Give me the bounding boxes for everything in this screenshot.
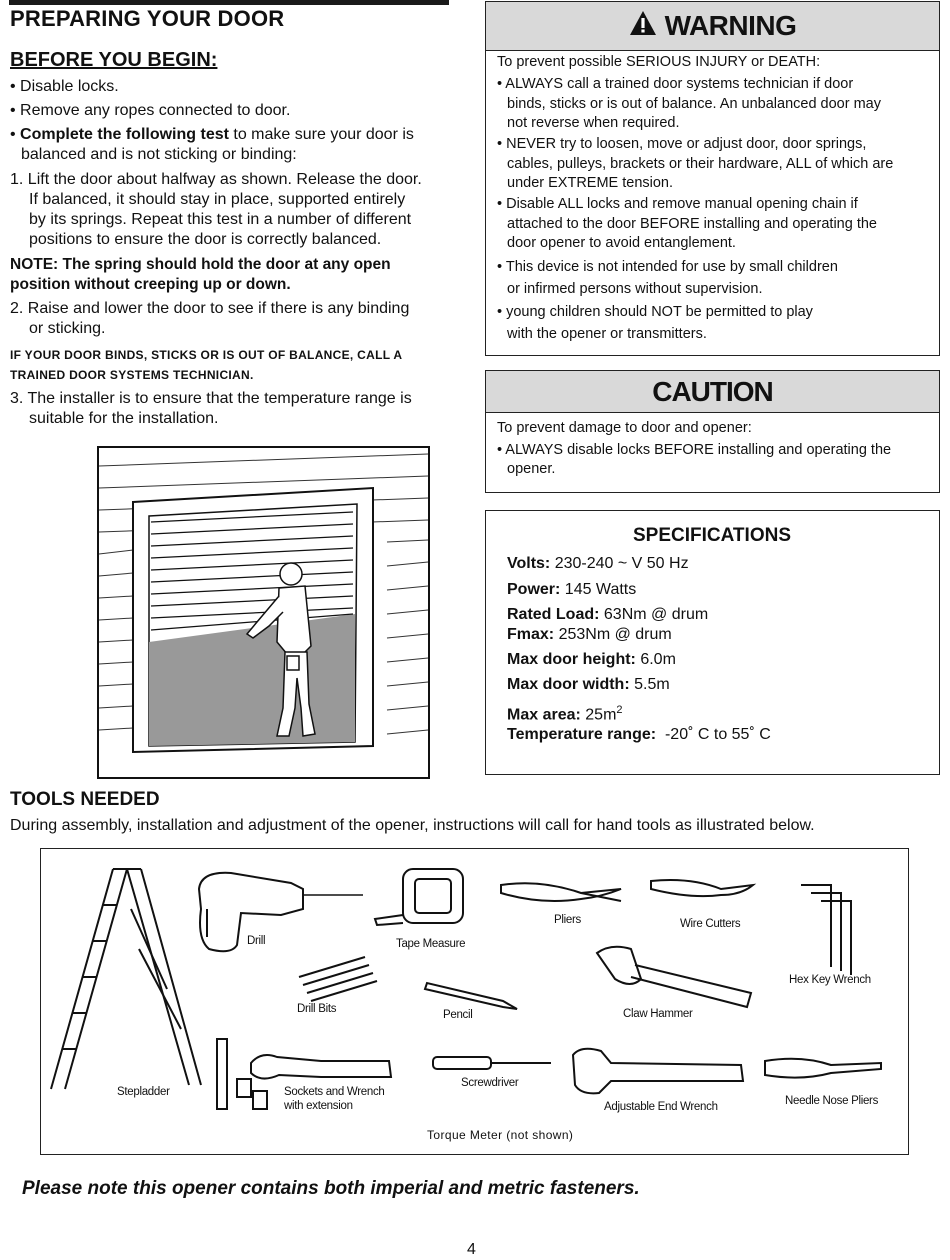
warning-item-3-line2: attached to the door BEFORE installing and operating the <box>507 215 877 232</box>
warning-item-2-line2: cables, pulleys, brackets or their hardware, ALL of which are <box>507 155 894 172</box>
wire-cutters-icon <box>651 880 753 896</box>
label-pliers: Pliers <box>554 914 581 926</box>
warning-item-3 <box>497 195 877 254</box>
label-tape-measure: Tape Measure <box>396 938 466 950</box>
tools-panel <box>40 848 909 1155</box>
warning-box <box>485 1 940 356</box>
caution-box <box>485 370 940 493</box>
label-drill-bits: Drill Bits <box>297 1003 337 1015</box>
tape-measure-icon <box>375 869 463 925</box>
step3-line1: 3. The installer is to ensure that the temperature range is <box>10 390 412 407</box>
warning-item-4-line2: or infirmed persons without supervision. <box>507 281 763 297</box>
spec-volts-label: Volts: <box>507 555 551 572</box>
sockets-wrench-icon <box>217 1039 391 1109</box>
label-needle-nose-pliers: Needle Nose Pliers <box>785 1095 879 1107</box>
spec-power <box>507 580 636 600</box>
stepladder-icon <box>51 869 201 1089</box>
warning-item-5 <box>497 301 813 345</box>
spec-power-label: Power: <box>507 581 561 598</box>
spec-max-area-label: Max area: <box>507 706 581 724</box>
warning-item-2 <box>497 135 893 194</box>
technician-caps-line1: IF YOUR DOOR BINDS, STICKS OR IS OUT OF BALANCE, CALL A <box>10 348 403 362</box>
label-adjustable-wrench: Adjustable End Wrench <box>604 1101 718 1113</box>
spec-max-height-label: Max door height: <box>507 651 636 668</box>
label-hex-key: Hex Key Wrench <box>789 974 871 986</box>
caution-header <box>486 371 939 413</box>
caution-line1: • ALWAYS disable locks BEFORE installing and operating the <box>497 442 892 458</box>
spec-max-width-label: Max door width: <box>507 676 630 693</box>
page-title: PREPARING YOUR DOOR <box>10 6 285 31</box>
label-sockets-line2: with extension <box>284 1100 353 1112</box>
warning-header <box>486 2 939 51</box>
spec-max-area-sup: 2 <box>616 704 623 716</box>
warning-item-1-line1: • ALWAYS call a trained door systems technician if door <box>497 76 854 92</box>
specifications-title: SPECIFICATIONS <box>633 525 791 546</box>
spec-fmax-label: Fmax: <box>507 626 555 643</box>
label-pencil: Pencil <box>443 1009 473 1021</box>
spec-max-height <box>507 650 676 670</box>
warning-item-2-line1: • NEVER try to loosen, move or adjust door, door springs, <box>497 136 867 152</box>
note-line1: NOTE: The spring should hold the door at any open <box>10 256 391 273</box>
pliers-icon <box>501 883 621 901</box>
fasteners-note: Please note this opener contains both imperial and metric fasteners. <box>22 1178 640 1199</box>
warning-title: WARNING <box>664 10 797 41</box>
label-claw-hammer: Claw Hammer <box>623 1008 693 1020</box>
spec-rated-load-value: 63Nm @ drum <box>599 606 709 623</box>
before-you-begin-heading: BEFORE YOU BEGIN: <box>10 49 218 71</box>
bullet-balance-test: • Complete the following test to make sure your door is <box>10 126 414 143</box>
warning-item-2-line3: under EXTREME tension. <box>507 175 674 191</box>
step1-line4: positions to ensure the door is correctly balanced. <box>29 231 382 248</box>
label-stepladder: Stepladder <box>117 1086 170 1098</box>
balance-test-line2: balanced and is not sticking or binding: <box>21 146 297 163</box>
step2-line2: or sticking. <box>29 320 106 337</box>
spec-max-height-value: 6.0m <box>635 651 676 668</box>
tools-intro: During assembly, installation and adjustment of the opener, instructions will call for hand tools as illustrated below. <box>10 817 815 834</box>
step1-line2: If balanced, it should stay in place, supported entirely <box>29 191 406 208</box>
bullet-disable-locks: • Disable locks. <box>10 78 119 95</box>
claw-hammer-icon <box>597 947 751 1007</box>
spec-max-area-value: 25m <box>580 706 617 724</box>
spec-temperature-value: -20˚ C to 55˚ C <box>656 726 771 743</box>
label-drill: Drill <box>247 935 266 947</box>
pencil-icon <box>425 983 517 1009</box>
step1-line1: 1. Lift the door about halfway as shown. Release the door. <box>10 171 422 188</box>
spec-rated-load-label: Rated Load: <box>507 606 600 623</box>
warning-item-3-line3: door opener to avoid entanglement. <box>507 235 736 251</box>
spec-fmax-value: 253Nm @ drum <box>554 626 672 643</box>
warning-triangle-icon <box>629 10 657 43</box>
needle-nose-pliers-icon <box>765 1059 881 1078</box>
warning-item-4-line1: • This device is not intended for use by small children <box>497 259 838 275</box>
technician-caps-line2: TRAINED DOOR SYSTEMS TECHNICIAN. <box>10 368 254 382</box>
spec-max-width-value: 5.5m <box>629 676 670 693</box>
warning-item-5-line1: • young children should NOT be permitted to play <box>497 304 813 320</box>
label-sockets-line1: Sockets and Wrench <box>284 1086 385 1098</box>
screwdriver-icon <box>433 1057 551 1069</box>
specifications-box <box>485 510 940 775</box>
title-rule <box>9 0 449 5</box>
adjustable-wrench-icon <box>573 1049 743 1094</box>
door-balance-illustration <box>97 446 430 779</box>
warning-item-3-line1: • Disable ALL locks and remove manual opening chain if <box>497 196 858 212</box>
warning-item-1-line3: not reverse when required. <box>507 115 680 131</box>
balance-test-bold: Complete the following test <box>20 126 229 143</box>
tools-heading: TOOLS NEEDED <box>10 789 160 810</box>
spec-volts <box>507 554 689 574</box>
spec-temperature <box>507 725 771 745</box>
caution-title: CAUTION <box>652 375 773 407</box>
warning-item-1-line2: binds, sticks or is out of balance. An unbalanced door may <box>507 95 881 112</box>
label-wire-cutters: Wire Cutters <box>680 918 741 930</box>
spec-max-area <box>507 700 623 725</box>
bullet-remove-ropes: • Remove any ropes connected to door. <box>10 102 291 119</box>
spec-max-width <box>507 675 670 695</box>
drill-icon <box>199 873 363 951</box>
label-torque-meter: Torque Meter (not shown) <box>427 1128 574 1142</box>
warning-item-5-line2: with the opener or transmitters. <box>507 326 707 342</box>
tools-illustrations <box>41 849 907 1153</box>
spec-volts-value: 230-240 ~ V 50 Hz <box>550 555 689 572</box>
spec-rated-load <box>507 605 708 625</box>
spec-fmax <box>507 625 672 645</box>
balance-test-rest: to make sure your door is <box>228 126 414 143</box>
step3-line2: suitable for the installation. <box>29 410 219 427</box>
drill-bits-icon <box>299 957 377 1001</box>
warning-intro: To prevent possible SERIOUS INJURY or DEATH: <box>497 54 821 70</box>
note-line2: position without creeping up or down. <box>10 276 291 293</box>
step2-line1: 2. Raise and lower the door to see if there is any binding <box>10 300 410 317</box>
caution-intro: To prevent damage to door and opener: <box>497 420 752 436</box>
page-number: 4 <box>467 1241 476 1258</box>
spec-temperature-label: Temperature range: <box>507 726 657 743</box>
hex-key-icon <box>801 885 851 975</box>
warning-item-4 <box>497 256 838 300</box>
warning-item-1 <box>497 75 881 134</box>
spec-power-value: 145 Watts <box>560 581 637 598</box>
step1-line3: by its springs. Repeat this test in a number of different <box>29 211 412 228</box>
caution-line2: opener. <box>507 461 556 477</box>
label-screwdriver: Screwdriver <box>461 1077 519 1089</box>
